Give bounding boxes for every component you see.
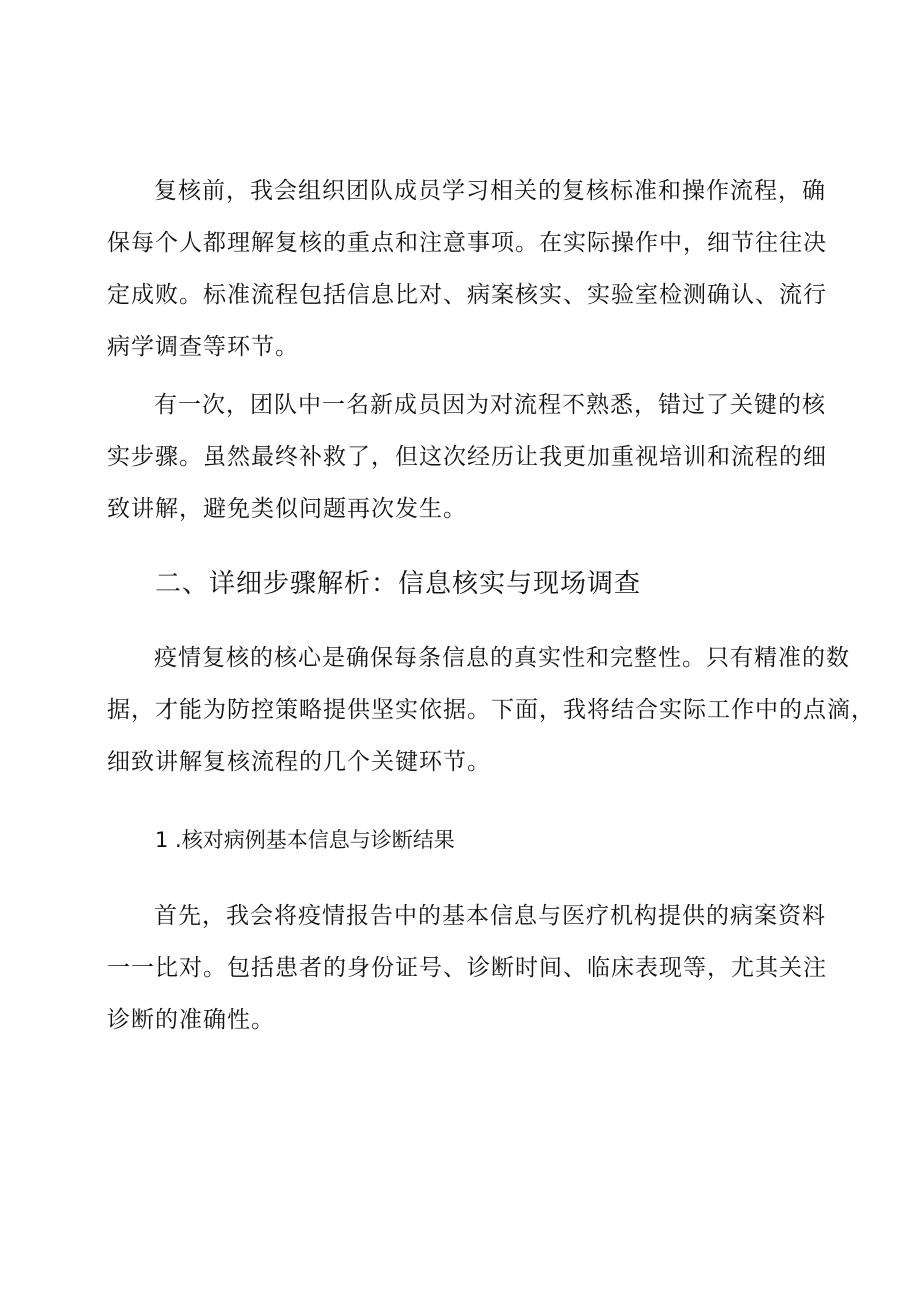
paragraph-line: 复核前，我会组织团队成员学习相关的复核标准和操作流程，确 xyxy=(154,178,826,204)
paragraph-line: 疫情复核的核心是确保每条信息的真实性和完整性。只有精准的数 xyxy=(154,645,850,671)
paragraph-line: 致讲解，避免类似问题再次发生。 xyxy=(107,496,467,522)
paragraph-line: 据，才能为防控策略提供坚实依据。下面，我将结合实际工作中的点滴， xyxy=(107,697,875,723)
paragraph-line: 首先，我会将疫情报告中的基本信息与医疗机构提供的病案资料 xyxy=(154,903,826,929)
paragraph-review-preparation xyxy=(107,165,827,373)
subsection-heading: 1 .核对病例基本信息与诊断结果 xyxy=(155,828,455,852)
paragraph-new-member-experience xyxy=(107,379,827,535)
paragraph-line: 病学调查等环节。 xyxy=(107,334,299,360)
paragraph-line: 保每个人都理解复核的重点和注意事项。在实际操作中，细节往往决 xyxy=(107,230,827,256)
paragraph-line: 实步骤。虽然最终补救了，但这次经历让我更加重视培训和流程的细 xyxy=(107,444,827,470)
section-heading: 二、详细步骤解析：信息核实与现场调查 xyxy=(155,569,642,599)
paragraph-info-comparison xyxy=(107,890,827,1046)
paragraph-review-core xyxy=(107,632,875,788)
paragraph-line: 定成败。标准流程包括信息比对、病案核实、实验室检测确认、流行 xyxy=(107,282,827,308)
paragraph-line: 有一次，团队中一名新成员因为对流程不熟悉，错过了关键的核 xyxy=(154,392,826,418)
paragraph-line: 一一比对。包括患者的身份证号、诊断时间、临床表现等，尤其关注 xyxy=(107,955,827,981)
paragraph-line: 诊断的准确性。 xyxy=(107,1007,275,1033)
paragraph-line: 细致讲解复核流程的几个关键环节。 xyxy=(107,749,491,775)
